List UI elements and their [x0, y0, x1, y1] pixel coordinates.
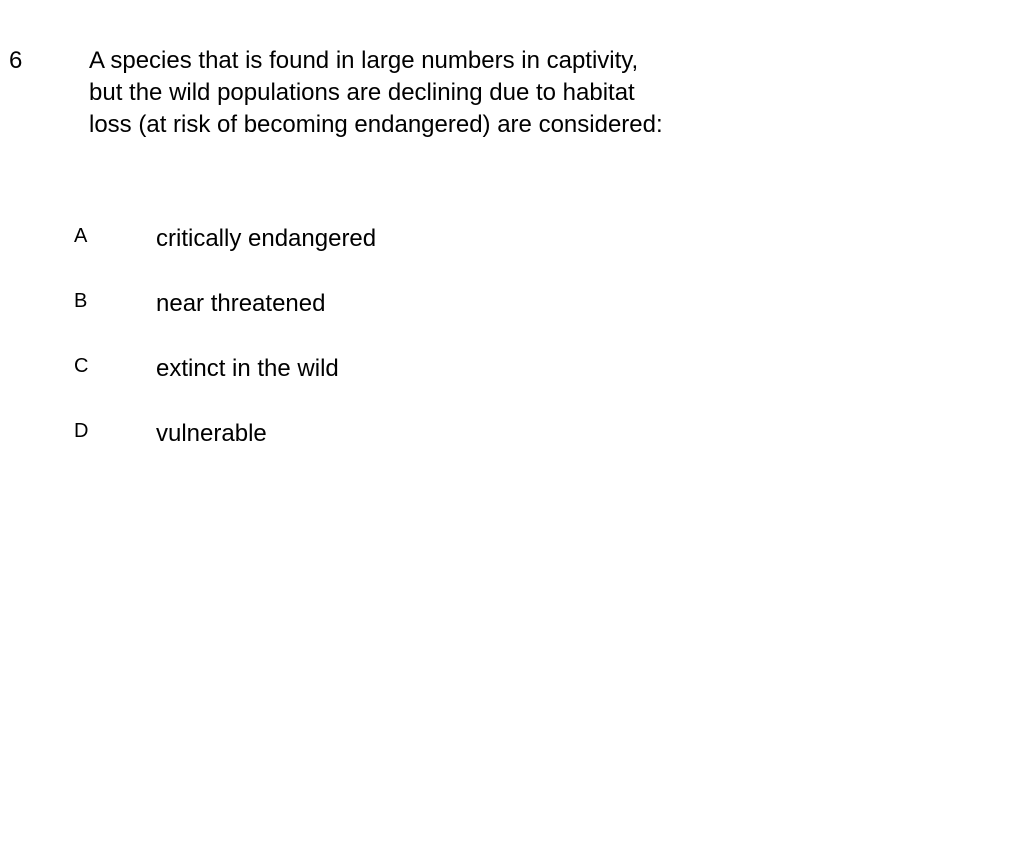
option-text: near threatened [156, 290, 326, 317]
option-letter: A [74, 225, 88, 247]
answer-option-a[interactable] [0, 224, 1024, 264]
option-letter: D [74, 420, 89, 442]
question-text [89, 45, 789, 141]
answer-option-c[interactable] [0, 354, 1024, 394]
question-text-line-2: but the wild populations are declining due to habitat [89, 79, 635, 106]
option-text: extinct in the wild [156, 355, 339, 382]
option-letter: B [74, 290, 88, 312]
question-text-line-3: loss (at risk of becoming endangered) are considered: [89, 111, 663, 138]
answer-option-b[interactable] [0, 289, 1024, 329]
option-text: vulnerable [156, 420, 267, 447]
question-text-line-1: A species that is found in large numbers in captivity, [89, 47, 639, 74]
answer-option-d[interactable] [0, 419, 1024, 459]
option-text: critically endangered [156, 225, 377, 252]
question-number: 6 [9, 47, 23, 74]
option-letter: C [74, 355, 89, 377]
